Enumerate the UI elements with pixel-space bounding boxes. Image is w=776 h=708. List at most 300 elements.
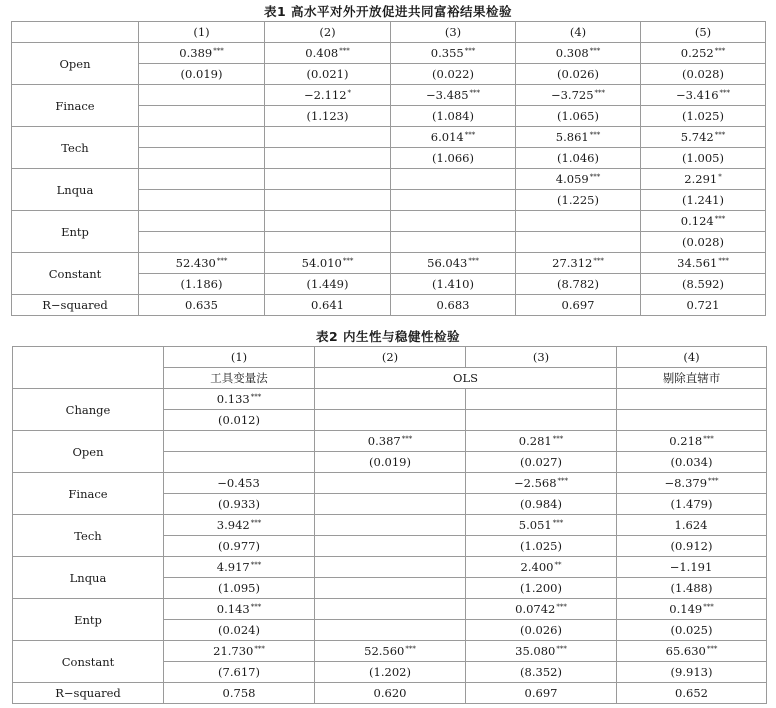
cell-value: 0.252 [680, 46, 714, 60]
row-label: Finace [12, 85, 139, 127]
significance-stars: *** [703, 435, 714, 443]
row-label: R−squared [13, 683, 164, 704]
rsq-cell [516, 295, 641, 316]
cell-value: 52.560 [364, 644, 405, 658]
rsquared-row [13, 683, 767, 704]
row-label: Tech [13, 515, 164, 557]
cell-value: (0.984) [520, 497, 562, 511]
se-cell [139, 190, 265, 211]
cell-value: 5.051 [518, 518, 552, 532]
column-header: (4) [617, 347, 767, 368]
cell-value: 0.697 [524, 686, 558, 700]
cell-value: (1.066) [432, 151, 474, 165]
cell-value: (1.084) [432, 109, 474, 123]
cell-value: 0.620 [373, 686, 407, 700]
cell-value: (1.025) [682, 109, 724, 123]
coef-cell [315, 599, 466, 620]
table1-caption: 表1 高水平对外开放促进共同富裕结果检验 [263, 4, 513, 19]
se-cell [139, 274, 265, 295]
coef-cell [466, 641, 617, 662]
cell-value: 0.758 [222, 686, 256, 700]
cell-value: 21.730 [213, 644, 254, 658]
significance-stars: *** [719, 89, 731, 97]
coef-cell [164, 599, 315, 620]
cell-value: (0.028) [682, 235, 724, 249]
cell-value: −2.568 [513, 476, 557, 490]
coef-cell [617, 599, 767, 620]
column-header: (3) [466, 347, 617, 368]
se-cell [315, 452, 466, 473]
table-row [13, 473, 767, 494]
coef-cell [164, 515, 315, 536]
cell-value: 56.043 [427, 256, 468, 270]
coef-cell [516, 169, 641, 190]
se-cell [466, 620, 617, 641]
se-cell [139, 64, 265, 85]
significance-stars: *** [714, 47, 726, 55]
significance-stars: *** [405, 645, 416, 653]
cell-value: 35.080 [515, 644, 556, 658]
se-cell [139, 232, 265, 253]
coef-cell [617, 389, 767, 410]
coef-cell [265, 211, 391, 232]
cell-value: 0.308 [555, 46, 589, 60]
cell-value: 0.149 [669, 602, 703, 616]
cell-value: (1.200) [520, 581, 562, 595]
significance-stars: *** [714, 215, 726, 223]
coef-cell [617, 473, 767, 494]
cell-value: (1.065) [557, 109, 599, 123]
coef-cell [164, 473, 315, 494]
column-header: (2) [265, 22, 391, 43]
significance-stars: *** [589, 173, 601, 181]
se-cell [617, 410, 767, 431]
se-cell [265, 274, 391, 295]
cell-value: 4.917 [216, 560, 250, 574]
se-cell [617, 452, 767, 473]
cell-value: (1.123) [306, 109, 349, 123]
se-cell [466, 494, 617, 515]
se-cell [641, 148, 766, 169]
cell-value: 1.624 [674, 518, 708, 532]
coef-cell [466, 515, 617, 536]
se-cell [139, 106, 265, 127]
significance-stars: *** [468, 257, 479, 265]
cell-value: (0.977) [218, 539, 260, 553]
cell-value: (0.026) [557, 67, 599, 81]
coef-cell [265, 85, 391, 106]
significance-stars: *** [718, 257, 729, 265]
cell-value: 0.218 [669, 434, 703, 448]
se-cell [516, 106, 641, 127]
cell-value: 0.124 [680, 214, 714, 228]
cell-value: 5.742 [680, 130, 714, 144]
coef-cell [315, 473, 466, 494]
significance-stars: *** [552, 435, 564, 443]
row-label: Lnqua [13, 557, 164, 599]
se-cell [617, 494, 767, 515]
cell-value: 4.059 [555, 172, 589, 186]
coef-cell [391, 127, 516, 148]
cell-value: (8.592) [682, 277, 724, 291]
cell-value: 0.635 [185, 298, 218, 312]
se-cell [315, 620, 466, 641]
se-cell [315, 410, 466, 431]
coef-cell [315, 641, 466, 662]
cell-value: 5.861 [555, 130, 589, 144]
cell-value: −2.112 [303, 88, 347, 102]
significance-stars: *** [706, 645, 718, 653]
cell-value: −0.453 [217, 476, 260, 490]
method-header: OLS [315, 368, 617, 389]
se-cell [265, 64, 391, 85]
significance-stars: *** [213, 47, 224, 55]
cell-value: (1.225) [557, 193, 599, 207]
cell-value: −8.379 [664, 476, 708, 490]
table-row [12, 127, 766, 148]
coef-cell [265, 169, 391, 190]
coef-cell [139, 253, 265, 274]
coef-cell [641, 85, 766, 106]
coef-cell [466, 431, 617, 452]
header-row [12, 22, 766, 43]
coef-cell [164, 389, 315, 410]
table-row [13, 641, 767, 662]
column-header: (4) [516, 22, 641, 43]
cell-value: 0.143 [216, 602, 250, 616]
cell-value: 3.942 [216, 518, 250, 532]
cell-value: (1.046) [557, 151, 599, 165]
coef-cell [391, 253, 516, 274]
se-cell [265, 148, 391, 169]
cell-value: (7.617) [218, 665, 260, 679]
se-cell [164, 410, 315, 431]
coef-cell [164, 641, 315, 662]
se-cell [466, 578, 617, 599]
significance-stars: *** [714, 131, 726, 139]
corner-cell [12, 22, 139, 43]
coef-cell [139, 127, 265, 148]
cell-value: 52.430 [175, 256, 216, 270]
coef-cell [466, 557, 617, 578]
se-cell [466, 410, 617, 431]
significance-stars: *** [556, 603, 567, 611]
column-header: (5) [641, 22, 766, 43]
cell-value: (0.912) [670, 539, 713, 553]
cell-value: (0.024) [218, 623, 260, 637]
cell-value: (0.025) [670, 623, 713, 637]
rsq-cell [164, 683, 315, 704]
coef-cell [641, 211, 766, 232]
se-cell [641, 64, 766, 85]
coef-cell [265, 127, 391, 148]
se-cell [641, 106, 766, 127]
cell-value: 34.561 [677, 256, 718, 270]
cell-value: 0.641 [311, 298, 344, 312]
cell-value: 0.408 [305, 46, 339, 60]
significance-stars: *** [464, 47, 476, 55]
cell-value: −3.416 [675, 88, 719, 102]
rsquared-row [12, 295, 766, 316]
cell-value: −3.485 [425, 88, 469, 102]
table-row [13, 431, 767, 452]
coef-cell [164, 431, 315, 452]
table-row [12, 253, 766, 274]
se-cell [391, 274, 516, 295]
se-cell [516, 64, 641, 85]
row-label: Open [12, 43, 139, 85]
significance-stars: *** [216, 257, 228, 265]
coef-cell [139, 85, 265, 106]
coef-cell [265, 43, 391, 64]
se-cell [139, 148, 265, 169]
significance-stars: *** [250, 519, 262, 527]
column-header: (3) [391, 22, 516, 43]
coef-cell [315, 515, 466, 536]
table-row [13, 515, 767, 536]
significance-stars: *** [250, 393, 262, 401]
coef-cell [466, 599, 617, 620]
row-label: Change [13, 389, 164, 431]
significance-stars: * [347, 89, 352, 97]
coef-cell [617, 515, 767, 536]
cell-value: (0.021) [306, 67, 349, 81]
se-cell [516, 190, 641, 211]
significance-stars: *** [401, 435, 413, 443]
se-cell [265, 190, 391, 211]
column-header: (2) [315, 347, 466, 368]
coef-cell [516, 211, 641, 232]
cell-value: (1.488) [670, 581, 713, 595]
table-row [13, 389, 767, 410]
column-header: (1) [139, 22, 265, 43]
corner-cell [13, 347, 164, 389]
method-header: 工具变量法 [164, 368, 315, 389]
se-cell [315, 578, 466, 599]
method-header: 剔除直辖市 [617, 368, 767, 389]
cell-value: (1.095) [218, 581, 260, 595]
se-cell [466, 662, 617, 683]
cell-value: (1.241) [682, 193, 724, 207]
se-cell [265, 106, 391, 127]
se-cell [617, 536, 767, 557]
se-cell [164, 662, 315, 683]
cell-value: (1.479) [670, 497, 713, 511]
se-cell [641, 190, 766, 211]
cell-value: (0.034) [670, 455, 713, 469]
coef-cell [139, 43, 265, 64]
se-cell [516, 148, 641, 169]
row-label: Entp [12, 211, 139, 253]
cell-value: 0.281 [518, 434, 552, 448]
coef-cell [641, 127, 766, 148]
cell-value: 0.389 [179, 46, 213, 60]
cell-value: 0.697 [561, 298, 595, 312]
cell-value: (1.186) [180, 277, 223, 291]
se-cell [617, 578, 767, 599]
significance-stars: *** [556, 645, 567, 653]
row-label: Open [13, 431, 164, 473]
significance-stars: *** [594, 89, 606, 97]
se-cell [641, 232, 766, 253]
table-row [13, 557, 767, 578]
header-row [13, 347, 767, 368]
cell-value: (0.027) [520, 455, 562, 469]
se-cell [617, 662, 767, 683]
cell-value: (0.022) [432, 67, 474, 81]
cell-value: 65.630 [665, 644, 706, 658]
cell-value: 27.312 [552, 256, 593, 270]
se-cell [466, 536, 617, 557]
significance-stars: *** [342, 257, 354, 265]
significance-stars: *** [589, 131, 601, 139]
row-label: Entp [13, 599, 164, 641]
significance-stars: * [718, 173, 722, 181]
se-cell [466, 452, 617, 473]
cell-value: −3.725 [550, 88, 594, 102]
cell-value: (0.012) [218, 413, 260, 427]
cell-value: 6.014 [430, 130, 464, 144]
table-row [12, 211, 766, 232]
rsq-cell [617, 683, 767, 704]
se-cell [315, 662, 466, 683]
se-cell [391, 232, 516, 253]
significance-stars: *** [250, 603, 262, 611]
significance-stars: *** [703, 603, 714, 611]
table-row [12, 169, 766, 190]
cell-value: (1.449) [306, 277, 349, 291]
coef-cell [641, 253, 766, 274]
table-row [12, 43, 766, 64]
significance-stars: *** [593, 257, 604, 265]
se-cell [391, 190, 516, 211]
row-label: Constant [12, 253, 139, 295]
cell-value: 0.133 [216, 392, 250, 406]
significance-stars: *** [589, 47, 601, 55]
coef-cell [139, 169, 265, 190]
coef-cell [516, 127, 641, 148]
coef-cell [466, 389, 617, 410]
table2-caption: 表2 内生性与稳健性检验 [315, 329, 461, 344]
coef-cell [617, 641, 767, 662]
significance-stars: *** [339, 47, 350, 55]
cell-value: (0.019) [180, 67, 223, 81]
cell-value: (1.410) [432, 277, 474, 291]
coef-cell [617, 557, 767, 578]
cell-value: (1.202) [369, 665, 411, 679]
cell-value: 0.0742 [515, 602, 556, 616]
significance-stars: *** [552, 519, 564, 527]
coef-cell [139, 211, 265, 232]
coef-cell [641, 169, 766, 190]
se-cell [315, 494, 466, 515]
row-label: R−squared [12, 295, 139, 316]
cell-value: 0.683 [436, 298, 470, 312]
cell-value: 0.355 [430, 46, 464, 60]
table2 [12, 346, 767, 704]
significance-stars: *** [557, 477, 569, 485]
cell-value: 0.721 [686, 298, 720, 312]
se-cell [315, 536, 466, 557]
cell-value: (8.782) [557, 277, 599, 291]
rsq-cell [641, 295, 766, 316]
se-cell [617, 620, 767, 641]
cell-value: 2.400 [520, 560, 554, 574]
se-cell [164, 452, 315, 473]
coef-cell [617, 431, 767, 452]
coef-cell [391, 211, 516, 232]
cell-value: 54.010 [301, 256, 342, 270]
significance-stars: *** [254, 645, 265, 653]
cell-value: (8.352) [520, 665, 562, 679]
se-cell [516, 274, 641, 295]
significance-stars: ** [554, 561, 562, 569]
rsq-cell [391, 295, 516, 316]
se-cell [164, 494, 315, 515]
coef-cell [516, 43, 641, 64]
se-cell [164, 536, 315, 557]
cell-value: 0.387 [367, 434, 401, 448]
coef-cell [164, 557, 315, 578]
cell-value: (1.025) [520, 539, 562, 553]
table1 [11, 21, 766, 316]
se-cell [641, 274, 766, 295]
cell-value: (0.028) [682, 67, 724, 81]
row-label: Tech [12, 127, 139, 169]
significance-stars: *** [469, 89, 481, 97]
coef-cell [391, 85, 516, 106]
se-cell [391, 64, 516, 85]
row-label: Constant [13, 641, 164, 683]
cell-value: (0.019) [369, 455, 411, 469]
cell-value: 0.652 [675, 686, 708, 700]
cell-value: (0.933) [218, 497, 260, 511]
se-cell [516, 232, 641, 253]
column-header: (1) [164, 347, 315, 368]
coef-cell [516, 253, 641, 274]
se-cell [265, 232, 391, 253]
se-cell [164, 578, 315, 599]
coef-cell [391, 169, 516, 190]
table-row [13, 599, 767, 620]
coef-cell [265, 253, 391, 274]
se-cell [391, 148, 516, 169]
cell-value: (1.005) [682, 151, 724, 165]
se-cell [391, 106, 516, 127]
rsq-cell [265, 295, 391, 316]
significance-stars: *** [708, 477, 719, 485]
row-label: Lnqua [12, 169, 139, 211]
coef-cell [315, 431, 466, 452]
significance-stars: *** [464, 131, 476, 139]
rsq-cell [466, 683, 617, 704]
coef-cell [315, 389, 466, 410]
se-cell [164, 620, 315, 641]
cell-value: −1.191 [669, 560, 713, 574]
cell-value: (0.026) [520, 623, 562, 637]
coef-cell [466, 473, 617, 494]
significance-stars: *** [250, 561, 262, 569]
row-label: Finace [13, 473, 164, 515]
cell-value: (9.913) [670, 665, 713, 679]
coef-cell [516, 85, 641, 106]
rsq-cell [315, 683, 466, 704]
coef-cell [391, 43, 516, 64]
cell-value: 2.291 [684, 172, 718, 186]
table-row [12, 85, 766, 106]
coef-cell [641, 43, 766, 64]
coef-cell [315, 557, 466, 578]
